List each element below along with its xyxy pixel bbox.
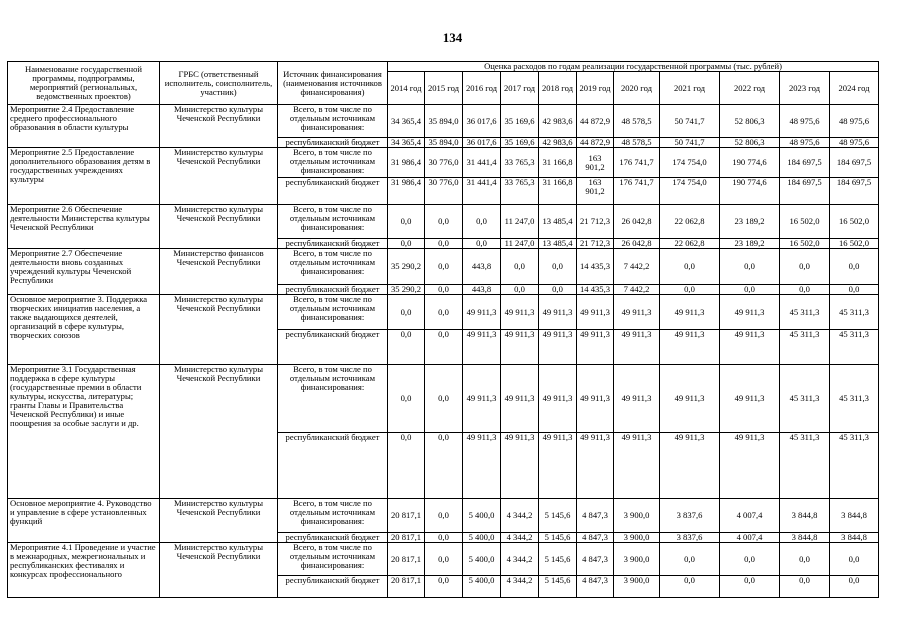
value-cell: 31 986,4 (388, 148, 425, 178)
activity-name: Мероприятие 2.6 Обеспечение деятельности Министерства культуры Чеченской Республики (8, 205, 160, 249)
value-cell: 45 311,3 (780, 365, 830, 433)
grbs-cell: Министерство финансов Чеченской Республики (160, 249, 278, 295)
value-cell: 0,0 (388, 205, 425, 239)
header-year: 2019 год (577, 72, 614, 105)
value-cell: 36 017,6 (463, 105, 501, 138)
value-cell: 0,0 (539, 249, 577, 285)
value-cell: 5 400,0 (463, 533, 501, 543)
value-cell: 14 435,3 (577, 249, 614, 285)
value-cell: 0,0 (720, 543, 780, 576)
table-row (8, 295, 879, 330)
activity-name: Основное мероприятие 4. Руководство и управление в сфере установленных функций (8, 499, 160, 543)
value-cell: 45 311,3 (830, 365, 879, 433)
value-cell: 49 911,3 (463, 295, 501, 330)
activity-name: Мероприятие 2.5 Предоставление дополнительного образования детям в государственных учреждениях культуры (8, 148, 160, 205)
value-cell: 184 697,5 (830, 148, 879, 178)
value-cell: 42 983,6 (539, 138, 577, 148)
value-cell: 0,0 (425, 499, 463, 533)
value-cell: 49 911,3 (660, 295, 720, 330)
value-cell: 3 837,6 (660, 499, 720, 533)
value-cell: 26 042,8 (614, 239, 660, 249)
value-cell: 0,0 (388, 330, 425, 365)
value-cell: 5 145,6 (539, 576, 577, 598)
grbs-cell: Министерство культуры Чеченской Республики (160, 205, 278, 249)
value-cell: 48 578,5 (614, 138, 660, 148)
value-cell: 0,0 (720, 285, 780, 295)
header-year: 2023 год (780, 72, 830, 105)
grbs-cell: Министерство культуры Чеченской Республики (160, 148, 278, 205)
value-cell: 49 911,3 (539, 295, 577, 330)
value-cell: 4 344,2 (501, 576, 539, 598)
value-cell: 443,8 (463, 249, 501, 285)
activity-name: Мероприятие 2.4 Предоставление среднего профессионального образования в области культуры (8, 105, 160, 148)
grbs-cell: Министерство культуры Чеченской Республики (160, 105, 278, 148)
value-cell: 49 911,3 (660, 330, 720, 365)
value-cell: 14 435,3 (577, 285, 614, 295)
value-cell: 0,0 (388, 365, 425, 433)
value-cell: 0,0 (425, 433, 463, 499)
grbs-cell: Министерство культуры Чеченской Республики (160, 295, 278, 365)
value-cell: 163 901,2 (577, 148, 614, 178)
value-cell: 52 806,3 (720, 138, 780, 148)
value-cell: 35 894,0 (425, 138, 463, 148)
value-cell: 20 817,1 (388, 543, 425, 576)
header-year: 2016 год (463, 72, 501, 105)
value-cell: 163 901,2 (577, 178, 614, 205)
value-cell: 0,0 (501, 249, 539, 285)
value-cell: 50 741,7 (660, 138, 720, 148)
value-cell: 0,0 (780, 285, 830, 295)
value-cell: 5 145,6 (539, 543, 577, 576)
source-budget-label: республиканский бюджет (278, 433, 388, 499)
table-row (8, 205, 879, 239)
value-cell: 35 169,6 (501, 138, 539, 148)
value-cell: 21 712,3 (577, 239, 614, 249)
value-cell: 3 837,6 (660, 533, 720, 543)
value-cell: 0,0 (388, 295, 425, 330)
value-cell: 16 502,0 (830, 205, 879, 239)
value-cell: 44 872,9 (577, 138, 614, 148)
value-cell: 4 344,2 (501, 543, 539, 576)
value-cell: 49 911,3 (539, 330, 577, 365)
value-cell: 49 911,3 (463, 433, 501, 499)
value-cell: 0,0 (660, 249, 720, 285)
value-cell: 0,0 (830, 576, 879, 598)
value-cell: 5 400,0 (463, 499, 501, 533)
value-cell: 4 007,4 (720, 499, 780, 533)
value-cell: 23 189,2 (720, 205, 780, 239)
value-cell: 5 145,6 (539, 499, 577, 533)
grbs-cell: Министерство культуры Чеченской Республики (160, 499, 278, 543)
value-cell: 0,0 (425, 285, 463, 295)
value-cell: 49 911,3 (577, 433, 614, 499)
value-cell: 174 754,0 (660, 178, 720, 205)
value-cell: 31 441,4 (463, 148, 501, 178)
value-cell: 5 400,0 (463, 576, 501, 598)
value-cell: 20 817,1 (388, 576, 425, 598)
value-cell: 16 502,0 (780, 205, 830, 239)
value-cell: 0,0 (463, 205, 501, 239)
value-cell: 0,0 (425, 249, 463, 285)
value-cell: 36 017,6 (463, 138, 501, 148)
source-budget-label: республиканский бюджет (278, 138, 388, 148)
value-cell: 3 844,8 (780, 533, 830, 543)
value-cell: 30 776,0 (425, 178, 463, 205)
value-cell: 0,0 (425, 239, 463, 249)
header-year: 2017 год (501, 72, 539, 105)
value-cell: 34 365,4 (388, 138, 425, 148)
source-total-label: Всего, в том числе по отдельным источникам финансирования: (278, 295, 388, 330)
value-cell: 4 847,3 (577, 576, 614, 598)
value-cell: 176 741,7 (614, 148, 660, 178)
value-cell: 31 166,8 (539, 178, 577, 205)
value-cell: 31 441,4 (463, 178, 501, 205)
activity-name: Основное мероприятие 3. Поддержка творческих инициатив населения, а также выдающихся деятелей, организаций в сфере культуры, творческих союзов (8, 295, 160, 365)
header-source: Источник финансирования (наименования источников финансирования) (278, 62, 388, 105)
value-cell: 0,0 (425, 533, 463, 543)
table-row (8, 105, 879, 138)
value-cell: 49 911,3 (577, 330, 614, 365)
value-cell: 184 697,5 (780, 148, 830, 178)
value-cell: 0,0 (501, 285, 539, 295)
budget-table (7, 61, 879, 598)
value-cell: 184 697,5 (830, 178, 879, 205)
value-cell: 49 911,3 (463, 330, 501, 365)
value-cell: 3 900,0 (614, 543, 660, 576)
header-grbs: ГРБС (ответственный исполнитель, соисполнитель, участник) (160, 62, 278, 105)
table-row (8, 148, 879, 178)
value-cell: 35 894,0 (425, 105, 463, 138)
grbs-cell: Министерство культуры Чеченской Республики (160, 543, 278, 598)
value-cell: 5 145,6 (539, 533, 577, 543)
value-cell: 0,0 (780, 543, 830, 576)
value-cell: 184 697,5 (780, 178, 830, 205)
value-cell: 0,0 (539, 285, 577, 295)
value-cell: 3 844,8 (830, 499, 879, 533)
value-cell: 48 975,6 (780, 138, 830, 148)
value-cell: 0,0 (425, 576, 463, 598)
header-year: 2015 год (425, 72, 463, 105)
value-cell: 3 844,8 (780, 499, 830, 533)
header-year: 2022 год (720, 72, 780, 105)
value-cell: 13 485,4 (539, 205, 577, 239)
value-cell: 0,0 (425, 543, 463, 576)
value-cell: 0,0 (660, 576, 720, 598)
value-cell: 49 911,3 (614, 433, 660, 499)
value-cell: 0,0 (780, 576, 830, 598)
value-cell: 4 847,3 (577, 499, 614, 533)
value-cell: 4 344,2 (501, 533, 539, 543)
value-cell: 190 774,6 (720, 148, 780, 178)
activity-name: Мероприятие 4.1 Проведение и участие в межнародных, межрегиональных и республиканских фестивалях и конкурсах профессионального (8, 543, 160, 598)
header-year: 2014 год (388, 72, 425, 105)
value-cell: 0,0 (660, 543, 720, 576)
value-cell: 48 975,6 (780, 105, 830, 138)
value-cell: 3 844,8 (830, 533, 879, 543)
source-total-label: Всего, в том числе по отдельным источникам финансирования: (278, 543, 388, 576)
source-total-label: Всего, в том числе по отдельным источникам финансирования: (278, 365, 388, 433)
value-cell: 174 754,0 (660, 148, 720, 178)
value-cell: 0,0 (388, 239, 425, 249)
value-cell: 0,0 (425, 365, 463, 433)
value-cell: 33 765,3 (501, 178, 539, 205)
header-estimate: Оценка расходов по годам реализации государственной программы (тыс. рублей) (388, 62, 879, 72)
value-cell: 49 911,3 (720, 330, 780, 365)
value-cell: 49 911,3 (501, 295, 539, 330)
value-cell: 49 911,3 (720, 295, 780, 330)
value-cell: 0,0 (830, 285, 879, 295)
value-cell: 49 911,3 (501, 365, 539, 433)
value-cell: 21 712,3 (577, 205, 614, 239)
source-total-label: Всего, в том числе по отдельным источникам финансирования: (278, 148, 388, 178)
value-cell: 23 189,2 (720, 239, 780, 249)
value-cell: 3 900,0 (614, 576, 660, 598)
value-cell: 30 776,0 (425, 148, 463, 178)
grbs-cell: Министерство культуры Чеченской Республики (160, 365, 278, 499)
value-cell: 0,0 (660, 285, 720, 295)
source-budget-label: республиканский бюджет (278, 330, 388, 365)
value-cell: 49 911,3 (577, 365, 614, 433)
source-total-label: Всего, в том числе по отдельным источникам финансирования: (278, 105, 388, 138)
value-cell: 11 247,0 (501, 239, 539, 249)
table-row (8, 249, 879, 285)
value-cell: 0,0 (425, 330, 463, 365)
value-cell: 190 774,6 (720, 178, 780, 205)
value-cell: 35 290,2 (388, 285, 425, 295)
value-cell: 0,0 (830, 249, 879, 285)
value-cell: 50 741,7 (660, 105, 720, 138)
value-cell: 48 975,6 (830, 138, 879, 148)
value-cell: 0,0 (720, 249, 780, 285)
value-cell: 49 911,3 (660, 365, 720, 433)
value-cell: 45 311,3 (830, 330, 879, 365)
source-budget-label: республиканский бюджет (278, 178, 388, 205)
source-budget-label: республиканский бюджет (278, 239, 388, 249)
value-cell: 49 911,3 (577, 295, 614, 330)
value-cell: 7 442,2 (614, 285, 660, 295)
value-cell: 45 311,3 (780, 433, 830, 499)
value-cell: 49 911,3 (614, 365, 660, 433)
value-cell: 22 062,8 (660, 239, 720, 249)
value-cell: 0,0 (425, 205, 463, 239)
page-number: 134 (442, 30, 463, 45)
activity-name: Мероприятие 3.1 Государственная поддержка в сфере культуры (государственные премии в области культуры, искусства, литературы; гранты Главы и Правительства Чеченской Республики) и иные поощрения за особые заслуги и др. (8, 365, 160, 499)
source-total-label: Всего, в том числе по отдельным источникам финансирования: (278, 249, 388, 285)
activity-name: Мероприятие 2.7 Обеспечение деятельности вновь созданных учреждений культуры Чеченской Республики (8, 249, 160, 295)
value-cell: 11 247,0 (501, 205, 539, 239)
value-cell: 48 578,5 (614, 105, 660, 138)
value-cell: 443,8 (463, 285, 501, 295)
value-cell: 49 911,3 (501, 433, 539, 499)
table-row (8, 499, 879, 533)
value-cell: 3 900,0 (614, 499, 660, 533)
value-cell: 34 365,4 (388, 105, 425, 138)
value-cell: 0,0 (720, 576, 780, 598)
value-cell: 0,0 (463, 239, 501, 249)
value-cell: 20 817,1 (388, 499, 425, 533)
value-cell: 4 847,3 (577, 533, 614, 543)
value-cell: 49 911,3 (720, 365, 780, 433)
value-cell: 45 311,3 (830, 295, 879, 330)
value-cell: 35 290,2 (388, 249, 425, 285)
value-cell: 0,0 (830, 543, 879, 576)
header-year: 2024 год (830, 72, 879, 105)
value-cell: 49 911,3 (539, 365, 577, 433)
value-cell: 33 765,3 (501, 148, 539, 178)
value-cell: 49 911,3 (720, 433, 780, 499)
value-cell: 4 344,2 (501, 499, 539, 533)
value-cell: 49 911,3 (614, 330, 660, 365)
header-name: Наименование государственной программы, подпрограммы, мероприятий (региональных, ведомственных проектов) (8, 62, 160, 105)
value-cell: 20 817,1 (388, 533, 425, 543)
value-cell: 49 911,3 (501, 330, 539, 365)
value-cell: 49 911,3 (614, 295, 660, 330)
value-cell: 49 911,3 (660, 433, 720, 499)
table-row (8, 543, 879, 576)
source-budget-label: республиканский бюджет (278, 576, 388, 598)
value-cell: 31 986,4 (388, 178, 425, 205)
header-year: 2020 год (614, 72, 660, 105)
header-year: 2021 год (660, 72, 720, 105)
value-cell: 52 806,3 (720, 105, 780, 138)
source-total-label: Всего, в том числе по отдельным источникам финансирования: (278, 205, 388, 239)
source-budget-label: республиканский бюджет (278, 533, 388, 543)
value-cell: 4 007,4 (720, 533, 780, 543)
value-cell: 0,0 (388, 433, 425, 499)
table-row (8, 365, 879, 433)
value-cell: 176 741,7 (614, 178, 660, 205)
value-cell: 45 311,3 (780, 295, 830, 330)
value-cell: 48 975,6 (830, 105, 879, 138)
value-cell: 16 502,0 (830, 239, 879, 249)
value-cell: 44 872,9 (577, 105, 614, 138)
source-budget-label: республиканский бюджет (278, 285, 388, 295)
header-year: 2018 год (539, 72, 577, 105)
value-cell: 42 983,6 (539, 105, 577, 138)
value-cell: 49 911,3 (463, 365, 501, 433)
value-cell: 35 169,6 (501, 105, 539, 138)
value-cell: 49 911,3 (539, 433, 577, 499)
value-cell: 26 042,8 (614, 205, 660, 239)
value-cell: 3 900,0 (614, 533, 660, 543)
value-cell: 5 400,0 (463, 543, 501, 576)
value-cell: 31 166,8 (539, 148, 577, 178)
value-cell: 45 311,3 (830, 433, 879, 499)
source-total-label: Всего, в том числе по отдельным источникам финансирования: (278, 499, 388, 533)
value-cell: 0,0 (780, 249, 830, 285)
value-cell: 4 847,3 (577, 543, 614, 576)
value-cell: 7 442,2 (614, 249, 660, 285)
value-cell: 16 502,0 (780, 239, 830, 249)
value-cell: 0,0 (425, 295, 463, 330)
value-cell: 22 062,8 (660, 205, 720, 239)
value-cell: 13 485,4 (539, 239, 577, 249)
value-cell: 45 311,3 (780, 330, 830, 365)
